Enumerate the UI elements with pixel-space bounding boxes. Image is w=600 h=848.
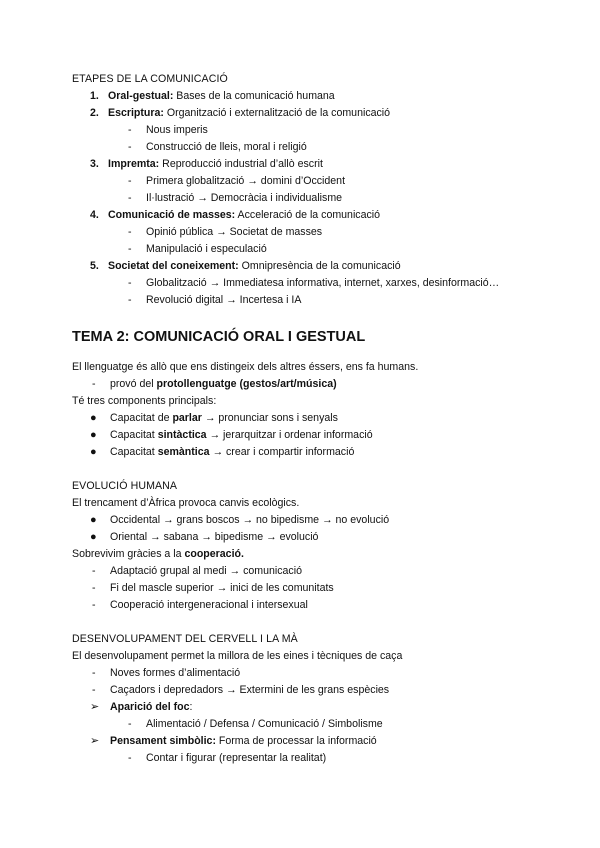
item-text: Omnipresència de la comunicació (238, 260, 401, 272)
list-item: Caçadors i depredadors → Extermini de les grans espècies (110, 684, 390, 696)
item-bold: protollenguatge (gestos/art/música) (156, 378, 337, 390)
item-label: Impremta: (108, 158, 160, 170)
sub-item: Il·lustració → Democràcia i individualisme (146, 192, 343, 204)
sub-item: Manipulació i especulació (146, 243, 267, 255)
list-item (110, 428, 373, 442)
paragraph: Té tres components principals: (72, 395, 217, 407)
dash-marker: - (128, 192, 132, 204)
item-text: provó del (110, 378, 157, 390)
paragraph (72, 547, 244, 561)
item-text: → crear i compartir informació (209, 446, 355, 458)
item-text: Bases de la comunicació humana (173, 90, 335, 102)
item-text: Acceleració de la comunicació (235, 209, 381, 221)
list-item: Cooperació intergeneracional i intersexual (110, 599, 308, 611)
item-text: Reproducció industrial d’allò escrit (159, 158, 323, 170)
dash-marker: - (92, 667, 96, 679)
dash-marker: - (128, 752, 132, 764)
item-text: : (189, 701, 193, 713)
sub-item: Alimentació / Defensa / Comunicació / Simbolisme (146, 718, 383, 730)
item-text: Capacitat (110, 446, 158, 458)
dash-marker: - (92, 582, 96, 594)
arrow-bullet-icon: ➢ (90, 735, 100, 747)
item-bold: parlar (172, 412, 202, 424)
dash-marker: - (128, 243, 132, 255)
sub-item: Revolució digital → Incertesa i IA (146, 294, 302, 306)
item-text: Capacitat de (110, 412, 173, 424)
sub-item: Globalització → Immediatesa informativa, internet, xarxes, desinformació… (146, 277, 500, 289)
bullet-marker: ● (90, 429, 97, 441)
sub-item: Contar i figurar (representar la realitat) (146, 752, 327, 764)
dash-marker: - (92, 378, 96, 390)
bullet-marker: ● (90, 531, 97, 543)
sub-item: Opinió pública → Societat de masses (146, 226, 323, 238)
dash-marker: - (128, 277, 132, 289)
list-item: Occidental → grans boscos → no bipedisme → no evolució (110, 514, 390, 526)
item-label: Comunicació de masses: (108, 209, 236, 221)
list-item (108, 89, 335, 103)
list-item (108, 106, 390, 120)
item-bold: semàntica (157, 446, 210, 458)
item-text: Organització i externalització de la comunicació (163, 107, 391, 119)
item-text: Capacitat (110, 429, 158, 441)
item-label: Escriptura: (108, 107, 164, 119)
list-item: Adaptació grupal al medi → comunicació (110, 565, 302, 577)
list-item (110, 734, 377, 748)
dash-marker: - (128, 141, 132, 153)
para-bold: cooperació. (184, 548, 244, 560)
arrow-bullet-icon: ➢ (90, 701, 100, 713)
bullet-marker: ● (90, 514, 97, 526)
dash-marker: - (92, 565, 96, 577)
item-text: → jerarquitzar i ordenar informació (206, 429, 373, 441)
bullet-marker: ● (90, 412, 97, 424)
list-number: 3. (90, 158, 99, 170)
list-item: Fi del mascle superior → inici de les comunitats (110, 582, 334, 594)
bullet-marker: ● (90, 446, 97, 458)
list-item (110, 445, 354, 459)
list-number: 4. (90, 209, 99, 221)
sub-item: Construcció de lleis, moral i religió (146, 141, 307, 153)
list-item (110, 377, 337, 391)
paragraph: El desenvolupament permet la millora de les eines i tècniques de caça (72, 650, 403, 662)
item-label: Pensament simbòlic: (110, 735, 216, 747)
item-label: Aparició del foc (110, 701, 190, 713)
page-title: TEMA 2: COMUNICACIÓ ORAL I GESTUAL (72, 329, 366, 345)
para-text: Sobrevivim gràcies a la (72, 548, 185, 560)
list-number: 2. (90, 107, 99, 119)
dash-marker: - (92, 599, 96, 611)
section-heading-etapes: ETAPES DE LA COMUNICACIÓ (72, 73, 228, 85)
paragraph: El trencament d’Àfrica provoca canvis ecològics. (72, 497, 300, 509)
paragraph: El llenguatge és allò que ens distingeix dels altres éssers, ens fa humans. (72, 361, 419, 373)
sub-item: Nous imperis (146, 124, 208, 136)
dash-marker: - (92, 684, 96, 696)
dash-marker: - (128, 124, 132, 136)
item-label: Oral-gestual: (108, 90, 174, 102)
dash-marker: - (128, 294, 132, 306)
list-item (108, 157, 323, 171)
dash-marker: - (128, 226, 132, 238)
section-heading-cervell: DESENVOLUPAMENT DEL CERVELL I LA MÀ (72, 633, 298, 645)
sub-item: Primera globalització → domini d’Occident (146, 175, 346, 187)
list-item: Noves formes d’alimentació (110, 667, 241, 679)
dash-marker: - (128, 718, 132, 730)
list-item: Oriental → sabana → bipedisme → evolució (110, 531, 319, 543)
item-text: → pronunciar sons i senyals (201, 412, 338, 424)
list-item (108, 259, 401, 273)
dash-marker: - (128, 175, 132, 187)
list-number: 5. (90, 260, 99, 272)
item-bold: sintàctica (157, 429, 207, 441)
item-text: Forma de processar la informació (215, 735, 377, 747)
section-heading-evolucio: EVOLUCIÓ HUMANA (72, 480, 178, 492)
list-item (110, 700, 192, 714)
item-label: Societat del coneixement: (108, 260, 239, 272)
list-item (108, 208, 380, 222)
list-item (110, 411, 338, 425)
list-number: 1. (90, 90, 99, 102)
